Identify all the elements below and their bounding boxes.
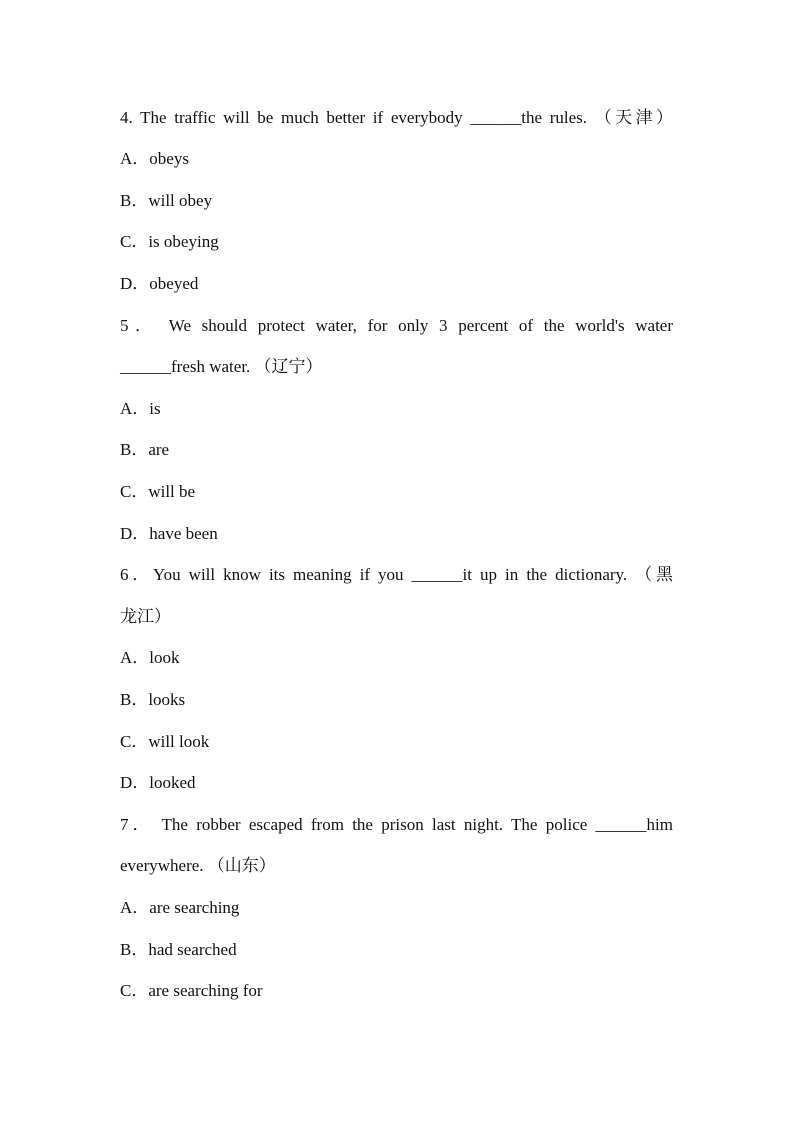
question-6-option-c: C．will look	[120, 732, 210, 751]
question-5-stem-line-1: 5． We should protect water, for only 3 percent of the world's water	[120, 316, 673, 335]
question-5-option-a: A．is	[120, 399, 161, 418]
question-6-stem-line-2: 龙江）	[120, 607, 171, 626]
question-4-stem: 4. The traffic will be much better if everybody ______the rules. （天津）	[120, 108, 673, 127]
question-6-option-b: B．looks	[120, 690, 186, 709]
question-7-option-a: A．are searching	[120, 898, 240, 917]
question-4-option-a: A．obeys	[120, 149, 189, 168]
question-6-option-a: A．look	[120, 648, 180, 667]
question-5-stem-line-2: ______fresh water. （辽宁）	[120, 357, 323, 376]
question-6-option-d: D．looked	[120, 773, 196, 792]
question-4-option-b: B．will obey	[120, 191, 213, 210]
question-7-stem-line-1: 7． The robber escaped from the prison last night. The police ______him	[120, 815, 673, 834]
question-7-stem-line-2: everywhere. （山东）	[120, 856, 276, 875]
question-4-option-c: C．is obeying	[120, 232, 219, 251]
question-4-option-d: D．obeyed	[120, 274, 199, 293]
question-5-option-c: C．will be	[120, 482, 196, 501]
question-6-stem-line-1: 6．You will know its meaning if you ______it up in the dictionary. （黑	[120, 565, 673, 584]
question-5-option-b: B．are	[120, 440, 170, 459]
question-7-option-c: C．are searching for	[120, 981, 263, 1000]
question-7-option-b: B．had searched	[120, 940, 237, 959]
question-5-option-d: D．have been	[120, 524, 218, 543]
